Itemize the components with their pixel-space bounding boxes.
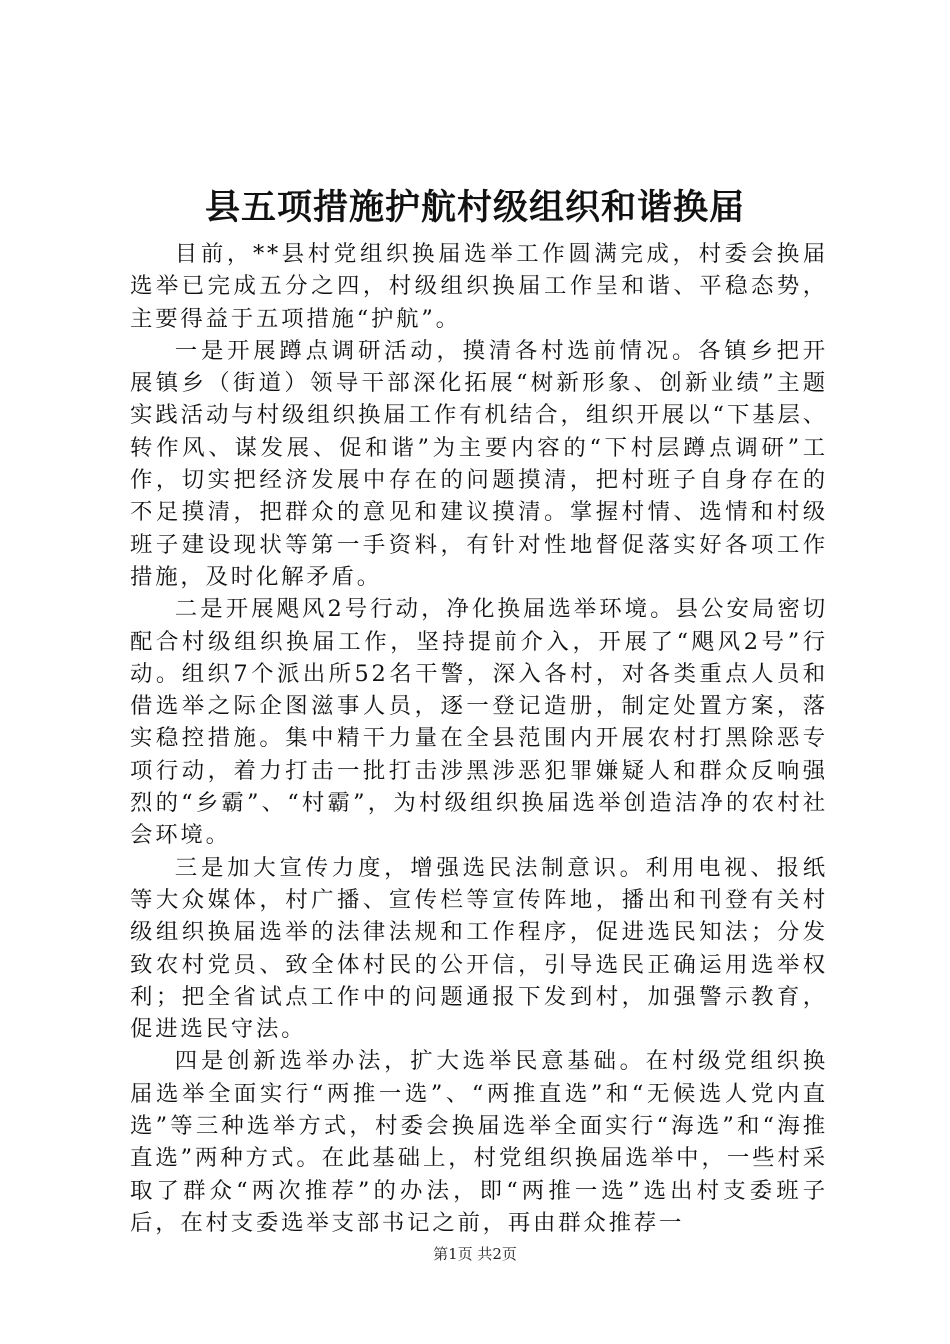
document-body (130, 238, 828, 1239)
page-footer: 第1页 共2页 (433, 1245, 517, 1263)
paragraph-intro: 目前，**县村党组织换届选举工作圆满完成，村委会换届选举已完成五分之四，村级组织换届工作呈和谐、平稳态势，主要得益于五项措施“护航”。 (130, 241, 828, 332)
paragraph-measure-4: 四是创新选举办法，扩大选举民意基础。在村级党组织换届选举全面实行“两推一选”、“两推直选”和“无候选人党内直选”等三种选举方式，村委会换届选举全面实行“海选”和“海推直选”两种方式。在此基础上，村党组织换届选举中，一些村采取了群众“两次推荐”的办法，即“两推一选”选出村支委班子后，在村支委选举支部书记之前，再由群众推荐一 (130, 1048, 828, 1236)
document-title: 县五项措施护航村级组织和谐换届 (204, 187, 745, 228)
paragraph-measure-2: 二是开展飓风2号行动，净化换届选举环境。县公安局密切配合村级组织换届工作，坚持提前介入，开展了“飓风2号”行动。组织7个派出所52名干警，深入各村，对各类重点人员和借选举之际企图滋事人员，逐一登记造册，制定处置方案，落实稳控措施。集中精干力量在全县范围内开展农村打黑除恶专项行动，着力打击一批打击涉黑涉恶犯罪嫌疑人和群众反响强烈的“乡霸”、“村霸”，为村级组织换届选举创造洁净的农村社会环境。 (130, 596, 828, 849)
paragraph-measure-1: 一是开展蹲点调研活动，摸清各村选前情况。各镇乡把开展镇乡（街道）领导干部深化拓展“树新形象、创新业绩”主题实践活动与村级组织换届工作有机结合，组织开展以“下基层、转作风、谋发展、促和谐”为主要内容的“下村层蹲点调研”工作，切实把经济发展中存在的问题摸清，把村班子自身存在的不足摸清，把群众的意见和建议摸清。掌握村情、选情和村级班子建设现状等第一手资料，有针对性地督促落实好各项工作措施，及时化解矛盾。 (130, 337, 828, 590)
paragraph-measure-3: 三是加大宣传力度，增强选民法制意识。利用电视、报纸等大众媒体，村广播、宣传栏等宣传阵地，播出和刊登有关村级组织换届选举的法律法规和工作程序，促进选民知法；分发致农村党员、致全体村民的公开信，引导选民正确运用选举权利；把全省试点工作中的问题通报下发到村，加强警示教育，促进选民守法。 (130, 854, 828, 1043)
